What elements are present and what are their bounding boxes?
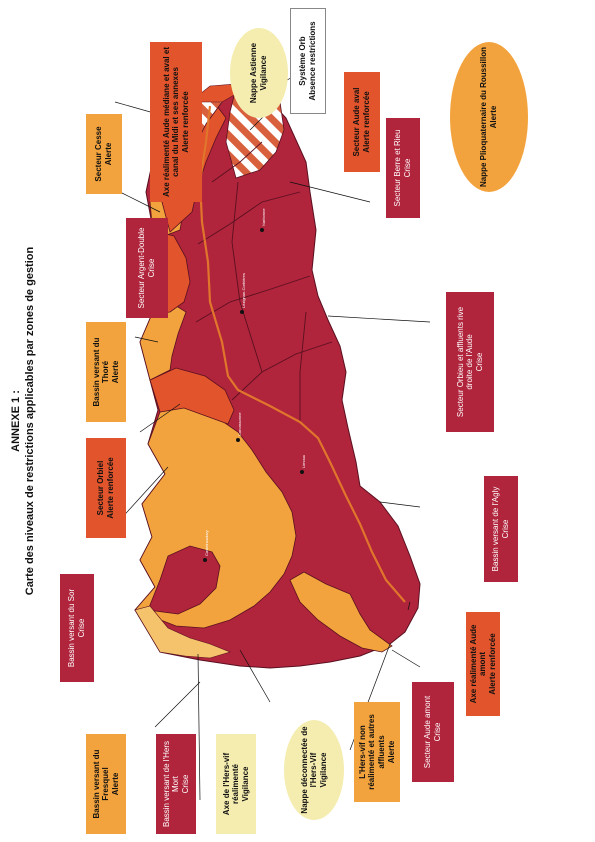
page-title: ANNEXE 1 : (10, 390, 22, 452)
page-subtitle: Carte des niveaux de restrictions applicables par zones de gestion (24, 246, 36, 596)
label-axe-aude-amont: Axe réalimenté Aude amont Alerte renforcée (466, 612, 500, 716)
label-aude-aval: Secteur Aude aval Alerte renforcée (344, 72, 380, 172)
label-nappe-astienne: Nappe Astienne Vigilance (230, 28, 288, 118)
city-label-lezignan: Lézignan-Corbières (241, 273, 246, 308)
label-thore: Bassin versant du Thoré Alerte (86, 322, 126, 422)
label-agly: Bassin versant de l'Agly Crise (484, 476, 518, 582)
label-argent-double: Secteur Argent-Double Crise (126, 218, 168, 318)
label-nappe-hers-vif: Nappe déconnectée de l'Hers-Vif Vigilance (284, 720, 344, 820)
label-axe-aude-mediane: Axe réalimenté Aude médiane et aval et canal du Midi et ses annexes Alerte renforcée (150, 42, 202, 202)
label-hers-vif-realimente: Axe de l'Hers-vif réalimenté Vigilance (216, 734, 256, 834)
label-hers-vif-non-realimente: L'Hers-vif non réalimenté et autres affluents Alerte (354, 702, 400, 802)
label-hers-mort: Bassin versant de l'Hers Mort Crise (156, 734, 196, 834)
label-orbieu: Secteur Orbieu et affluents rive droite de l'Aude Crise (446, 292, 494, 432)
city-label-castelnaudary: Castelnaudary (204, 530, 209, 556)
city-label-carcassonne: Carcassonne (237, 412, 242, 436)
label-nappe-roussillon: Nappe Plioquaternaire du Roussillon Alerte (450, 42, 528, 192)
city-label-narbonne: Narbonne (261, 208, 266, 226)
label-fresquel: Bassin versant du Fresquel Alerte (86, 734, 126, 834)
label-systeme-orb: Système Orb Absence restrictions (290, 8, 326, 114)
city-label-limoux: Limoux (301, 455, 306, 468)
city-lezignan (240, 273, 246, 314)
label-aude-amont: Secteur Aude amont Crise (412, 682, 454, 782)
label-orbiel: Secteur Orbiel Alerte renforcée (86, 438, 126, 538)
label-cesse: Secteur Cesse Alerte (86, 114, 122, 194)
label-sor: Bassin versant du Sor Crise (60, 574, 94, 682)
label-berre-rieu: Secteur Berre et Rieu Crise (386, 118, 420, 218)
